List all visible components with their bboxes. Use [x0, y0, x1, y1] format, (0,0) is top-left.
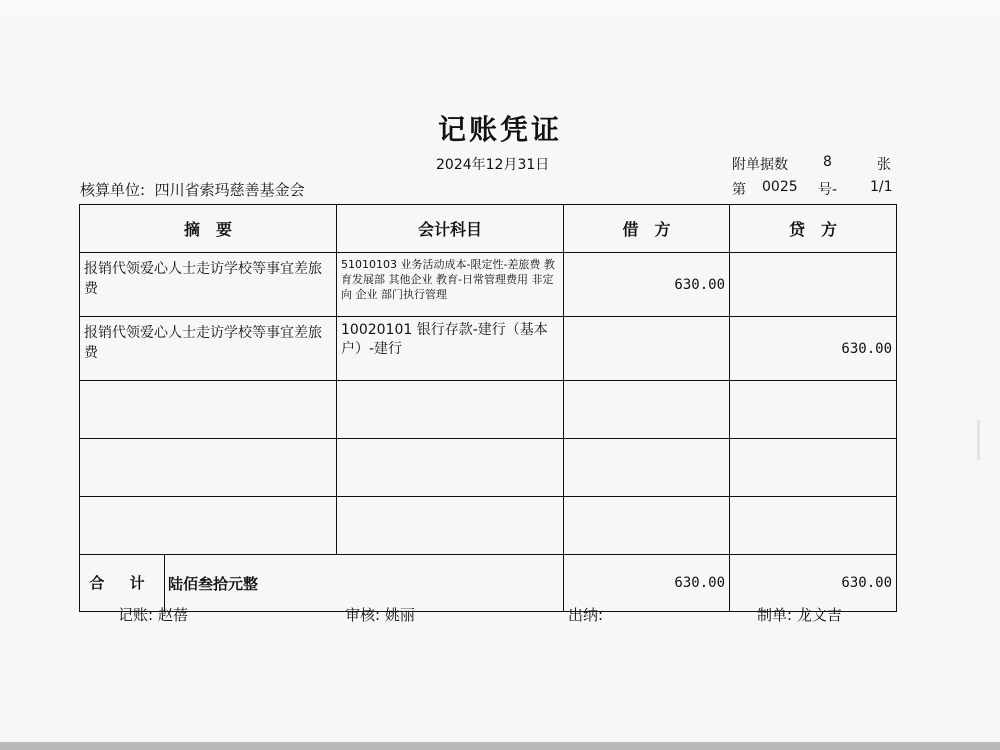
- reviewer-signature: 审核: 姚丽: [345, 606, 415, 624]
- table-row: [80, 381, 897, 439]
- attachments-count: 8: [823, 154, 832, 170]
- page-title: 记账凭证: [437, 113, 562, 146]
- entry-debit: 630.00: [564, 253, 730, 317]
- blank-cell: [564, 381, 730, 439]
- attachments-label: 附单据数: [732, 157, 788, 173]
- accounting-unit: [80, 179, 305, 200]
- table-row: [80, 497, 897, 555]
- blank-cell: [337, 497, 564, 555]
- blank-cell: [730, 497, 897, 555]
- accounting-unit-name: 四川省索玛慈善基金会: [154, 181, 305, 199]
- blank-cell: [730, 381, 897, 439]
- blank-cell: [564, 497, 730, 555]
- voucher-prefix: 第: [732, 182, 746, 198]
- bookkeeper-signature: 记账: 赵蓓: [118, 606, 188, 624]
- entry-summary: 报销代领爱心人士走访学校等事宜差旅费: [80, 317, 337, 381]
- blank-cell: [80, 497, 337, 555]
- table-row: [80, 439, 897, 497]
- cashier-signature: 出纳:: [568, 606, 604, 624]
- blank-cell: [564, 439, 730, 497]
- total-row: [80, 555, 897, 612]
- table-row: [80, 317, 897, 381]
- total-debit: 630.00: [564, 555, 730, 612]
- voucher-suffix: 号-: [818, 182, 838, 198]
- entry-summary: 报销代领爱心人士走访学校等事宜差旅费: [80, 253, 337, 317]
- total-label: 合 计: [80, 555, 165, 611]
- preparer-signature: 制单: 龙文吉: [757, 606, 842, 624]
- total-cell: [80, 555, 564, 612]
- entry-credit: 630.00: [730, 317, 897, 381]
- scan-artifact: [977, 420, 980, 460]
- blank-cell: [337, 381, 564, 439]
- table-header-row: [80, 205, 897, 253]
- accounting-unit-label: 核算单位:: [80, 181, 146, 199]
- scan-edge: [0, 742, 1000, 750]
- page-margin: [0, 0, 1000, 28]
- voucher-number: 0025: [762, 179, 798, 195]
- header-credit: 贷 方: [730, 205, 897, 253]
- header-summary: 摘 要: [80, 205, 337, 253]
- attachments-unit: 张: [877, 157, 891, 173]
- voucher-table: [79, 204, 897, 612]
- blank-cell: [730, 439, 897, 497]
- total-credit: 630.00: [730, 555, 897, 612]
- header-account: 会计科目: [337, 205, 564, 253]
- voucher-page: 1/1: [870, 179, 893, 195]
- entry-debit: [564, 317, 730, 381]
- table-row: [80, 253, 897, 317]
- entry-account: 51010103 业务活动成本-限定性-差旅费 教育发展部 其他企业 教育-日常管理费用 非定向 企业 部门执行管理: [337, 253, 564, 317]
- blank-cell: [80, 381, 337, 439]
- blank-cell: [337, 439, 564, 497]
- voucher-date: 2024年12月31日: [436, 157, 550, 173]
- entry-credit: [730, 253, 897, 317]
- header-debit: 借 方: [564, 205, 730, 253]
- blank-cell: [80, 439, 337, 497]
- entry-account: 10020101 银行存款-建行（基本户）-建行: [337, 317, 564, 381]
- total-in-words: 陆佰叁拾元整: [168, 574, 259, 593]
